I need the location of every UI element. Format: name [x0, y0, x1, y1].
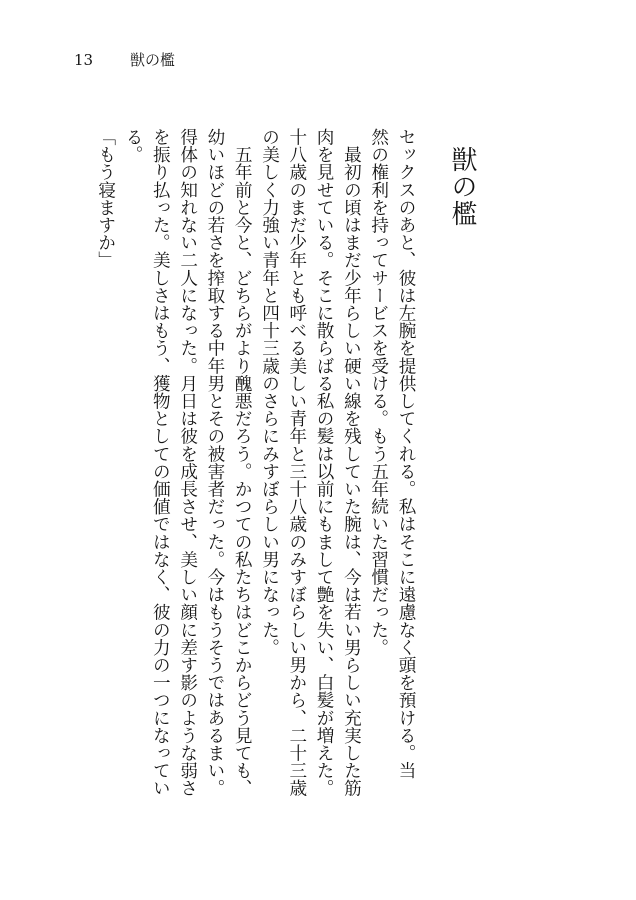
body-line: 肉を見せている。そこに散らばる私の髪は以前にもまして艶を失い、白髪が増えた。 — [314, 128, 335, 797]
body-line: る。 — [123, 128, 144, 164]
body-line: 十八歳のまだ少年とも呼べる美しい青年と三十八歳のみすぼらしい男から、二十三歳 — [286, 128, 307, 797]
chapter-title: 獣の檻 — [447, 146, 477, 227]
body-line: 得体の知れない二人になった。月日は彼を成長させ、美しい顔に差す影のような弱さ — [177, 128, 198, 797]
body-line: 幼いほどの若さを搾取する中年男とその被害者だった。今はもうそうではあるまい。 — [204, 128, 225, 797]
body-line: 最初の頃はまだ少年らしい硬い線を残していた腕は、今は若い男らしい充実した筋 — [341, 128, 362, 797]
body-line: を振り払った。美しさはもう、獲物としての価値ではなく、彼の力の一つになってい — [150, 128, 171, 797]
body-line: 五年前と今と、どちらがより醜悪だろう。かつての私たちはどこからどう見ても、 — [232, 128, 253, 797]
dialogue-line: 「もう寝ますか」 — [95, 128, 116, 269]
running-title: 獣の檻 — [130, 51, 176, 69]
body-text — [91, 128, 419, 818]
body-line: の美しく力強い青年と四十三歳のさらにみすぼらしい男になった。 — [259, 128, 280, 656]
body-line: セックスのあと、彼は左腕を提供してくれる。私はそこに遠慮なく頭を預ける。当 — [396, 128, 416, 780]
page-number: 13 — [74, 51, 94, 69]
body-line: 然の権利を持ってサービスを受ける。もう五年続いた習慣だった。 — [368, 128, 389, 656]
